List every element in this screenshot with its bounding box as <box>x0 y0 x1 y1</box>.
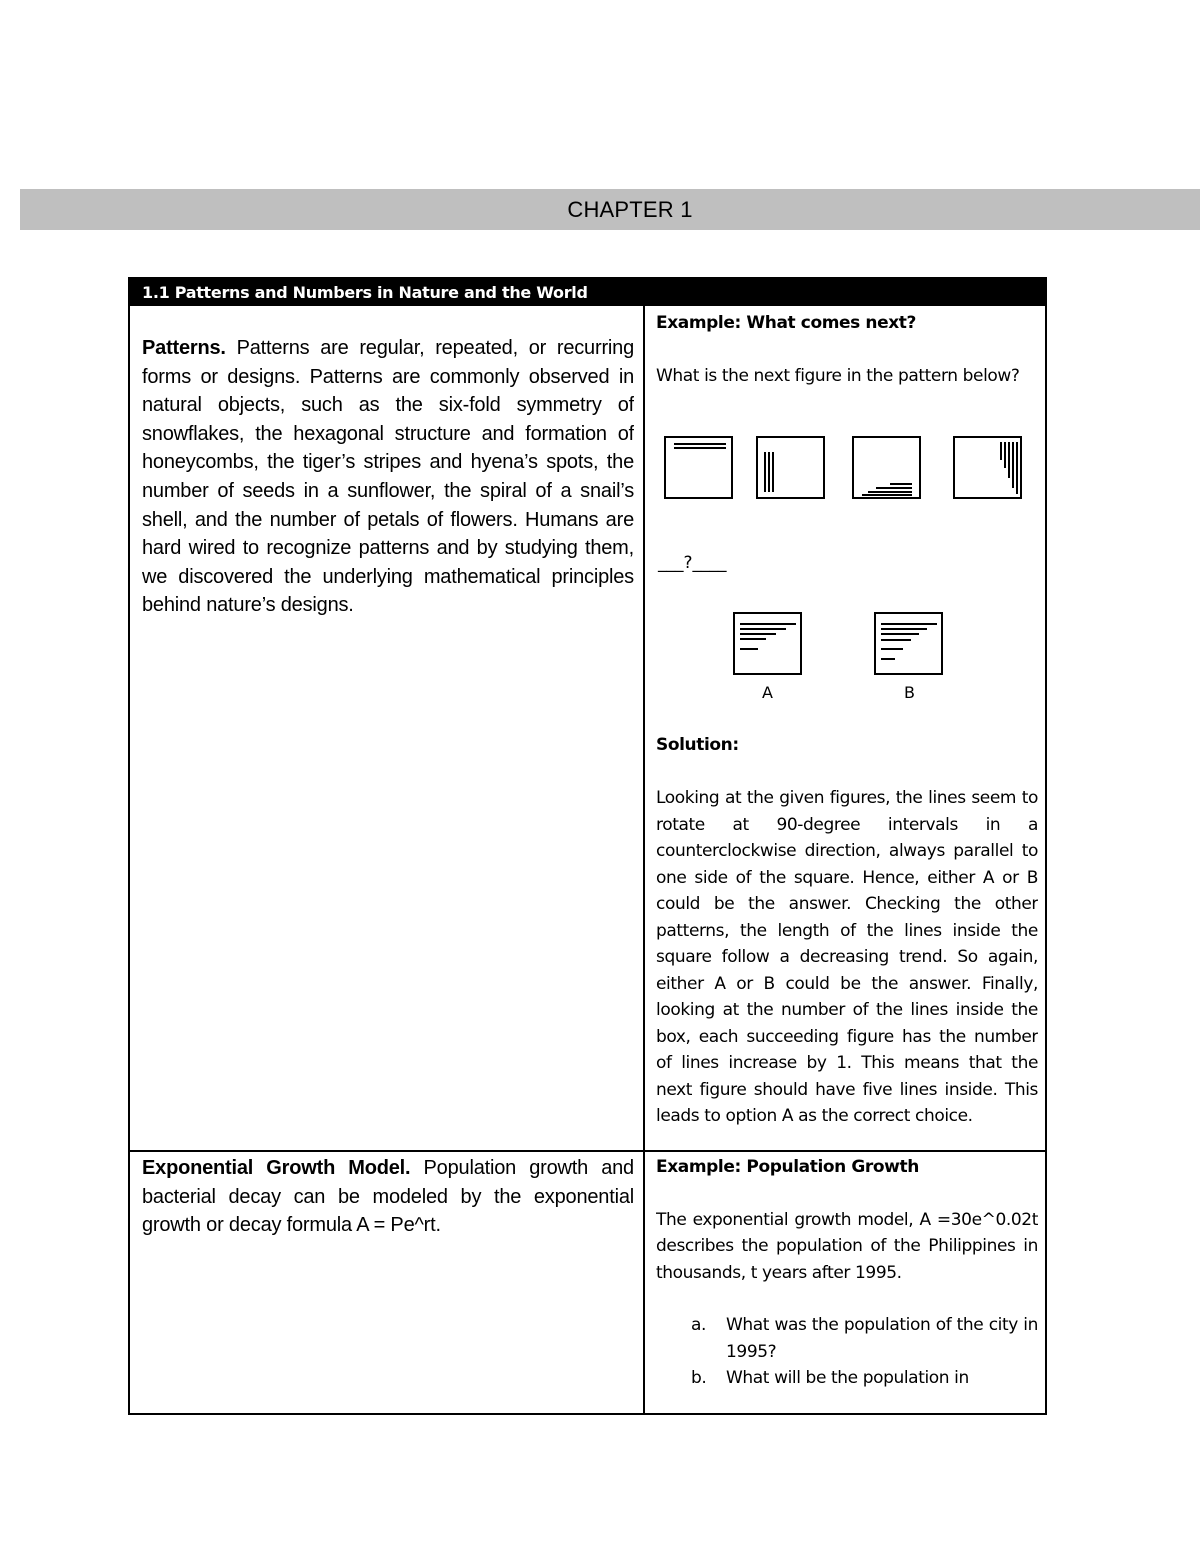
growth-model-definition <box>142 1154 634 1240</box>
option-b-figure <box>874 612 943 675</box>
question-item <box>691 1365 1038 1392</box>
pattern-line <box>862 494 912 496</box>
pattern-line <box>764 452 766 492</box>
pattern-line <box>1016 442 1018 494</box>
pattern-line <box>674 447 726 449</box>
example1-title: Example: What comes next? <box>656 313 916 333</box>
option-b-label: B <box>904 683 915 702</box>
chapter-banner <box>20 189 1200 230</box>
pattern-figure-1 <box>664 436 733 499</box>
row-divider <box>130 1150 1045 1152</box>
growth-body: Population growth and bacterial decay can be modeled by the exponential growth or decay formula A = Pe^rt. <box>142 1157 634 1237</box>
pattern-line <box>1004 442 1006 468</box>
pattern-line <box>881 633 919 635</box>
content-table <box>128 277 1047 1415</box>
pattern-figure-4 <box>953 436 1022 499</box>
pattern-line <box>868 491 912 493</box>
question-text: What was the population of the city in 1995? <box>726 1315 1038 1362</box>
question-marker: a. <box>691 1315 707 1335</box>
pattern-line <box>740 633 776 635</box>
pattern-line <box>768 452 770 492</box>
growth-term: Exponential Growth Model. <box>142 1157 411 1179</box>
pattern-line <box>772 452 774 492</box>
section-header: 1.1 Patterns and Numbers in Nature and the World <box>130 279 1045 306</box>
question-text: What will be the population in <box>726 1368 969 1388</box>
answer-blank: ___?____ <box>658 553 727 573</box>
option-a-figure <box>733 612 802 675</box>
pattern-line <box>876 487 912 489</box>
example2-intro: The exponential growth model, A =30e^0.02t describes the population of the Philippines in thousands, t years after 1995. <box>656 1209 1038 1283</box>
patterns-body: Patterns are regular, repeated, or recurring forms or designs. Patterns are commonly observed in natural objects, such as the six-fold symmetry of snowflakes, the hexagonal structure and formation of honeycombs, the tiger’s stripes and hyena’s spots, the number of seeds in a sunflower, the spiral of a snail’s shell, and the number of petals of flowers. Humans are hard wired to recognize patterns and by studying them, we discovered the underlying mathematical principles behind nature’s designs. <box>142 337 634 617</box>
patterns-definition-cell <box>142 334 634 620</box>
pattern-figure-3 <box>852 436 921 499</box>
solution-text: Looking at the given figures, the lines seem to rotate at 90-degree intervals in a counterclockwise direction, always parallel to one side of the square. Hence, either A or B could be the answer. Checking the other patterns, the length of the lines inside the square follow a decreasing trend. So again, either A or B could be the answer. Finally, looking at the number of the lines inside the box, each succeeding figure has the number of lines increase by 1. This means that the next figure should have five lines inside. This leads to option A as the correct choice. <box>656 788 1038 1126</box>
pattern-line <box>740 638 766 640</box>
pattern-line <box>881 639 911 641</box>
pattern-line <box>674 443 726 445</box>
pattern-line <box>740 623 796 625</box>
column-divider <box>643 306 645 1415</box>
pattern-line <box>881 658 895 660</box>
growth-model-cell <box>142 1154 634 1240</box>
pattern-line <box>1000 442 1002 460</box>
pattern-line <box>890 483 912 485</box>
pattern-line <box>881 623 937 625</box>
patterns-definition <box>142 334 634 620</box>
chapter-title: CHAPTER 1 <box>567 196 693 222</box>
option-a-label: A <box>762 683 773 702</box>
pattern-line <box>1012 442 1014 488</box>
pattern-line <box>740 648 758 650</box>
question-list <box>656 1312 1038 1392</box>
pattern-line <box>881 648 903 650</box>
pattern-line <box>881 628 927 630</box>
question-marker: b. <box>691 1368 707 1388</box>
population-example-cell <box>656 1154 1038 1414</box>
pattern-line <box>1008 442 1010 478</box>
patterns-term: Patterns. <box>142 337 226 359</box>
example1-question: What is the next figure in the pattern below? <box>656 365 1020 386</box>
solution-label: Solution: <box>656 735 739 755</box>
pattern-example-cell <box>656 309 1038 1147</box>
question-item <box>691 1312 1038 1365</box>
pattern-figure-2 <box>756 436 825 499</box>
example2-title: Example: Population Growth <box>656 1157 919 1177</box>
pattern-line <box>740 628 786 630</box>
